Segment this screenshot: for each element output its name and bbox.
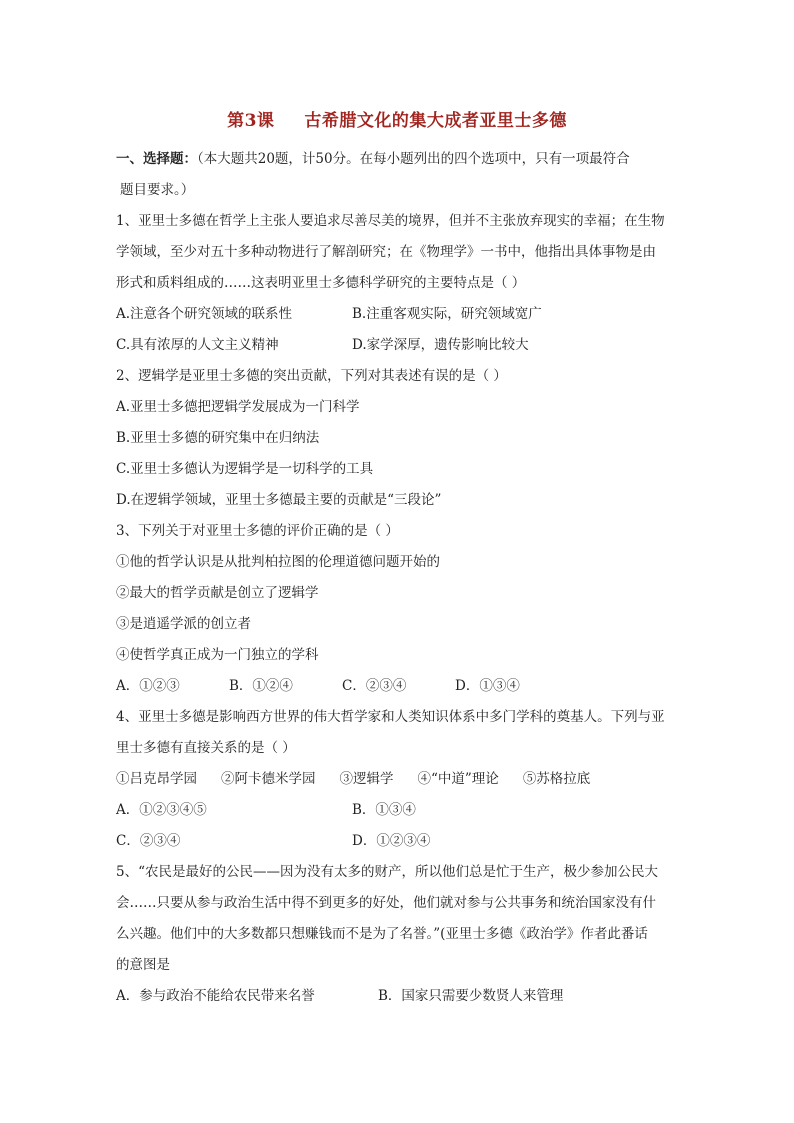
statement-item: ①他的哲学认识是从批判柏拉图的伦理道德问题开始的 [116, 554, 440, 570]
statement-item: ②阿卡德米学园 [221, 771, 316, 787]
question-stem-line: 4、亚里士多德是影响西方世界的伟大哲学家和人类知识体系中多门学科的奠基人。下列与亚 [116, 709, 665, 725]
question-5 [116, 857, 688, 1012]
question-stem-line: 会……只要从参与政治生活中得不到更多的好处，他们就对参与公共事务和统治国家没有什 [116, 895, 656, 911]
statement-item: ③是逍遥学派的创立者 [116, 616, 251, 632]
option-b[interactable]: B.亚里士多德的研究集中在归纳法 [116, 430, 320, 446]
question-stem-line: 么兴趣。他们中的大多数都只想赚钱而不是为了名誉。”(亚里士多德《政治学》作者此番话 [116, 926, 648, 942]
option-c[interactable]: C．②③④ [116, 833, 181, 849]
option-c[interactable]: C.亚里士多德认为逻辑学是一切科学的工具 [116, 461, 374, 477]
option-a[interactable]: A.亚里士多德把逻辑学发展成为一门科学 [116, 399, 360, 415]
option-a[interactable]: A．①②③④⑤ [116, 802, 207, 818]
statement-item: ②最大的哲学贡献是创立了逻辑学 [116, 585, 319, 601]
question-3 [116, 516, 688, 702]
option-b[interactable]: B．国家只需要少数贤人来管理 [378, 988, 564, 1004]
option-row [116, 330, 688, 361]
option-d[interactable]: D．①②③④ [352, 833, 431, 849]
option-b[interactable]: B．①②④ [229, 678, 293, 694]
option-c[interactable]: C.具有浓厚的人文主义精神 [116, 337, 279, 353]
option-d[interactable]: D．①③④ [455, 678, 520, 694]
option-b[interactable]: B.注重客观实际，研究领域宽广 [352, 306, 542, 322]
question-stem: 3、下列关于对亚里士多德的评价正确的是（ ） [116, 523, 399, 539]
option-d[interactable]: D.在逻辑学领域，亚里士多德最主要的贡献是“三段论” [116, 492, 442, 508]
option-row [116, 795, 688, 826]
statement-item: ⑤苏格拉底 [522, 771, 591, 787]
statement-item: ④使哲学真正成为一门独立的学科 [116, 647, 319, 663]
section-intro [116, 144, 688, 175]
option-c[interactable]: C．②③④ [342, 678, 407, 694]
statement-item: ③逻辑学 [339, 771, 394, 787]
statement-items-row [116, 764, 688, 795]
question-stem-line: 形式和质料组成的……这表明亚里士多德科学研究的主要特点是（ ） [116, 275, 526, 291]
question-content [116, 144, 688, 1012]
option-a[interactable]: A.注意各个研究领域的联系性 [116, 306, 293, 322]
lesson-number: 第3课 [227, 111, 275, 131]
section-heading: 一、选择题： [116, 151, 197, 167]
option-b[interactable]: B．①③④ [352, 802, 416, 818]
question-stem: 2、逻辑学是亚里士多德的突出贡献，下列对其表述有误的是（ ） [116, 368, 507, 384]
question-stem-line: 里士多德有直接关系的是（ ） [116, 740, 296, 756]
question-1 [116, 206, 688, 361]
question-stem-line: 学领域，至少对五十多种动物进行了解剖研究；在《物理学》一书中，他指出具体事物是由 [116, 244, 656, 260]
option-row [116, 299, 688, 330]
option-row [116, 981, 688, 1012]
statement-item: ④“中道”理论 [417, 771, 499, 787]
option-row [116, 826, 688, 857]
option-row [116, 671, 688, 702]
statement-item: ①吕克昂学园 [116, 771, 197, 787]
lesson-name: 古希腊文化的集大成者亚里士多德 [304, 111, 567, 131]
option-a[interactable]: A．①②③ [116, 678, 180, 694]
page-title [0, 106, 794, 131]
question-stem-line: 5、“农民是最好的公民——因为没有太多的财产，所以他们总是忙于生产，极少参加公民大 [116, 864, 658, 880]
section-intro-text: （本大题共20题，计50分。在每小题列出的四个选项中，只有一项最符合 [197, 151, 630, 167]
section-intro-continued: 题目要求。） [120, 182, 195, 198]
question-stem-line: 1、亚里士多德在哲学上主张人要追求尽善尽美的境界，但并不主张放弃现实的幸福；在生物 [116, 213, 665, 229]
question-4 [116, 702, 688, 857]
question-stem-line: 的意图是 [116, 957, 170, 973]
option-d[interactable]: D.家学深厚，遗传影响比较大 [352, 337, 529, 353]
question-2 [116, 361, 688, 516]
option-a[interactable]: A．参与政治不能给农民带来名誉 [116, 988, 315, 1004]
